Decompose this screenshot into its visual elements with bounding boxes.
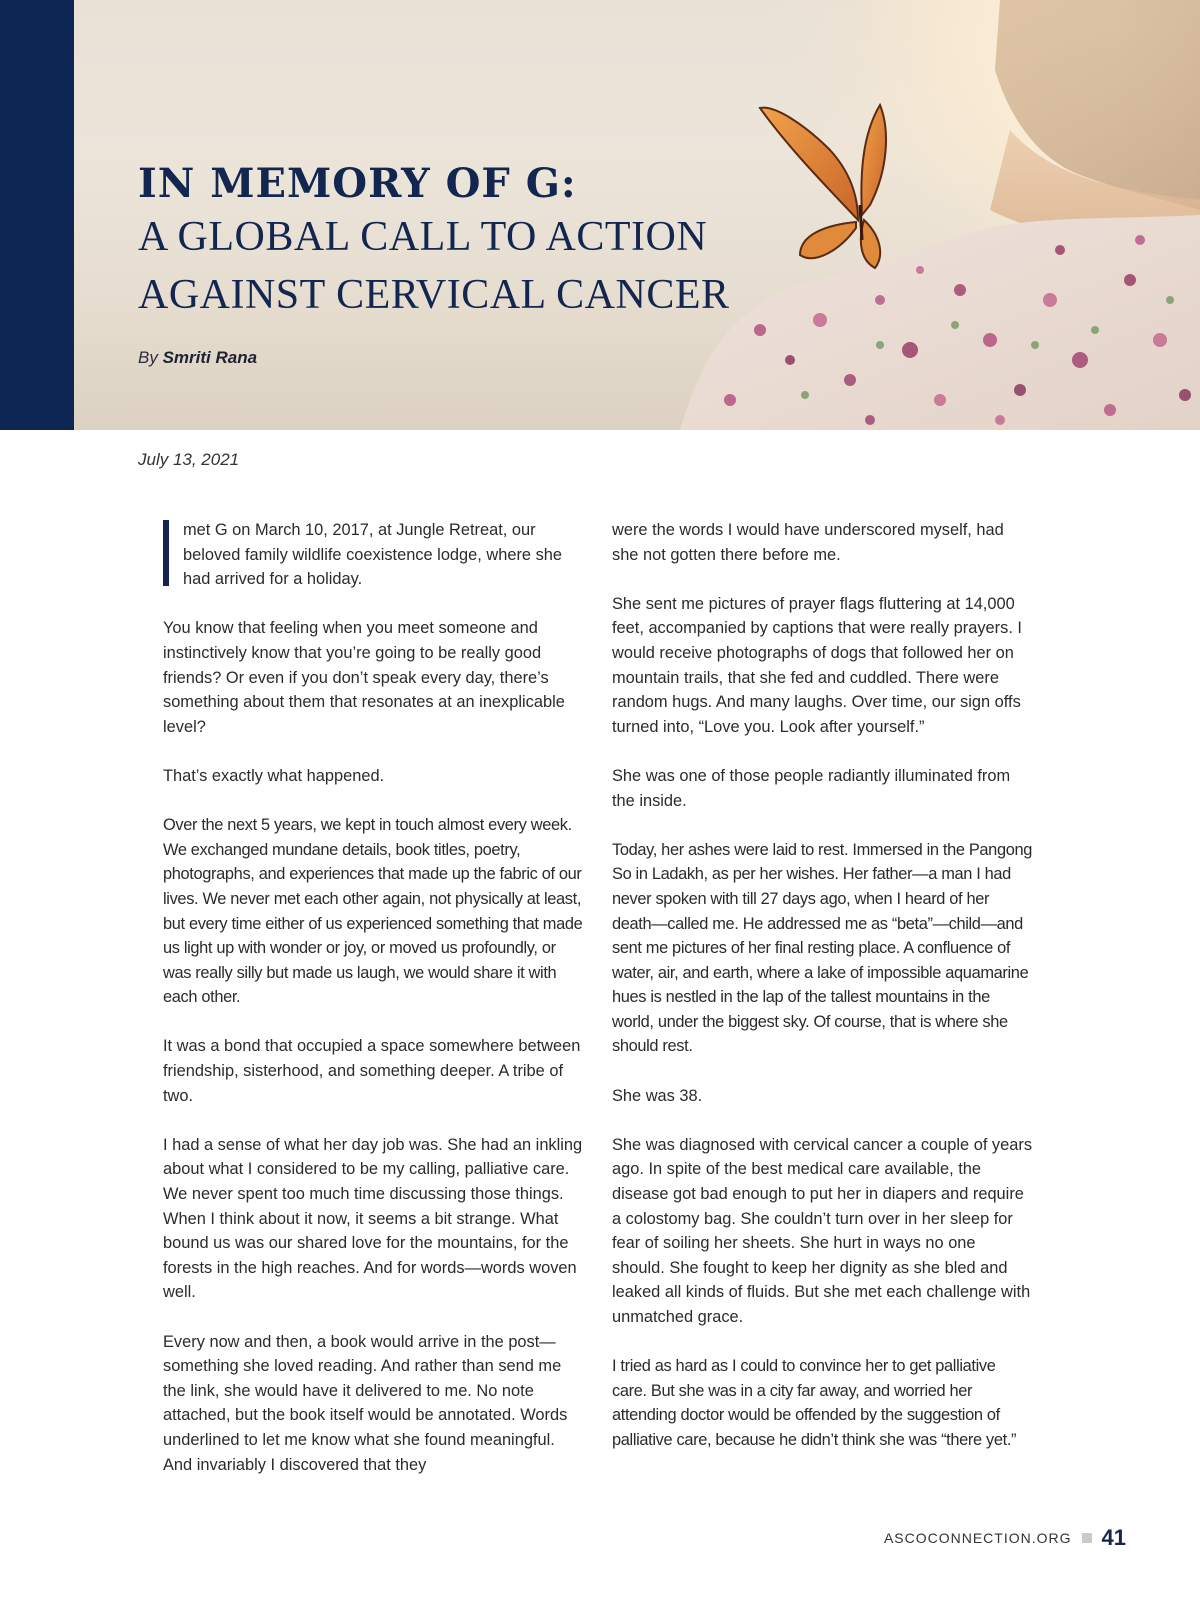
article-title <box>138 160 758 324</box>
page-footer <box>884 1525 1126 1551</box>
square-bullet-icon <box>1082 1533 1092 1543</box>
article-paragraph: She sent me pictures of prayer flags fluttering at 14,000 feet, accompanied by captions that were really prayers. I would receive photographs of dogs that followed her on mountain trails, that she fed and cuddled. There were random hugs. And many laughs. Over time, our sign offs turned into, “Love you. Look after yourself.” <box>612 594 1022 736</box>
title-line-1: IN MEMORY OF G: <box>138 160 577 207</box>
article-paragraph: Today, her ashes were laid to rest. Immersed in the Pangong So in Ladakh, as per her wishes. Her father—a man I had never spoken with till 27 days ago, when I heard of her death—called me. He addressed me as “beta”—child—and sent me pictures of her final resting place. A confluence of water, air, and earth, where a lake of impossible aquamarine hues is nestled in the lap of the tallest mountains in the world, under the biggest sky. Of course, that is where she should rest. <box>612 840 1033 1056</box>
article-paragraph: were the words I would have underscored myself, had she not gotten there before me. <box>612 521 1004 564</box>
article-paragraph: Every now and then, a book would arrive in the post—something she loved reading. And rather than send me the link, she would have it delivered to me. No note attached, but the book itself would be annotated. Words underlined to let me know what she found meaningful. And invariably I discovered that they <box>163 1332 568 1474</box>
article-paragraph: She was 38. <box>612 1086 703 1105</box>
footer-site-url: ASCOCONNECTION.ORG <box>883 1530 1072 1546</box>
hero-banner <box>0 0 1200 430</box>
article-paragraph: Over the next 5 years, we kept in touch almost every week. We exchanged mundane details, book titles, poetry, photographs, and experiences that made up the fabric of our lives. We never met each other again, not physically at least, but every time either of us experienced something that made us light up with wonder or joy, or moved us profoundly, or was really silly but made us laugh, we would share it with each other. <box>163 816 583 1007</box>
publish-date: July 13, 2021 <box>138 450 240 469</box>
article-column-left <box>163 518 583 1502</box>
article-paragraph: She was one of those people radiantly illuminated from the inside. <box>612 766 1011 810</box>
title-line-2: A GLOBAL CALL TO ACTION <box>138 214 708 260</box>
article-paragraph <box>163 518 583 592</box>
navy-sidebar-bar <box>0 0 74 430</box>
title-line-3: AGAINST CERVICAL CANCER <box>138 272 730 318</box>
article-column-right <box>612 518 1032 1477</box>
byline <box>138 348 257 368</box>
page-number: 41 <box>1101 1525 1126 1550</box>
article-paragraph: I had a sense of what her day job was. She had an inkling about what I considered to be my calling, palliative care. We never spent too much time discussing those things. When I think about it now, it seems a bit strange. What bound us was our shared love for the mountains, for the forests in the high reaches. And for words—words woven well. <box>163 1135 583 1302</box>
drop-cap-bar <box>163 520 169 586</box>
byline-label: By <box>138 348 158 367</box>
article-paragraph: She was diagnosed with cervical cancer a couple of years ago. In spite of the best medical care available, the disease got bad enough to put her in diapers and require a colostomy bag. She couldn’t turn over in her sleep for fear of soiling her sheets. She hurt in ways no one should. She fought to keep her dignity as she bled and leaked all kinds of fluids. But she met each challenge with unmatched grace. <box>612 1135 1033 1326</box>
article-paragraph: It was a bond that occupied a space somewhere between friendship, sisterhood, and something deeper. A tribe of two. <box>163 1037 581 1105</box>
author-name: Smriti Rana <box>162 348 258 367</box>
article-paragraph: You know that feeling when you meet someone and instinctively know that you’re going to be really good friends? Or even if you don’t speak every day, there’s something about them that resonates at an inexplicable level? <box>163 619 565 736</box>
paragraph-text: met G on March 10, 2017, at Jungle Retreat, our beloved family wildlife coexistence lodge, where she had arrived for a holiday. <box>183 521 563 589</box>
article-paragraph: That’s exactly what happened. <box>163 766 385 785</box>
article-paragraph: I tried as hard as I could to convince her to get palliative care. But she was in a city far away, and worried her attending doctor would be offended by the suggestion of palliative care, because he didn’t think she was “there yet.” <box>612 1357 1017 1449</box>
